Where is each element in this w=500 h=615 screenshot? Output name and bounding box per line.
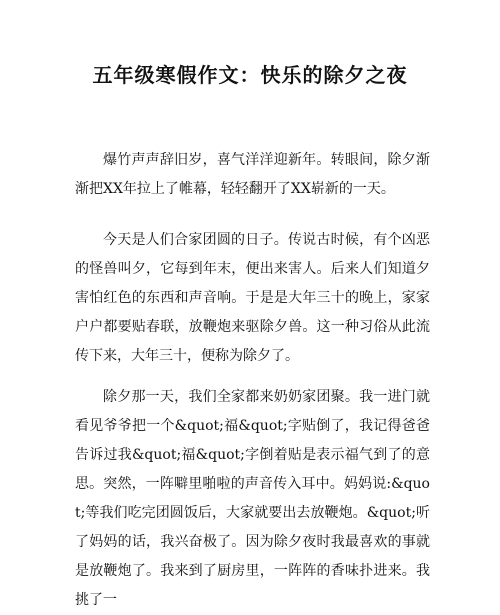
paragraph-3: 除夕那一天，我们全家都来奶奶家团聚。我一进门就看见爷爷把一个&quot;福&quot;字贴倒了，我记得爸爸告诉过我&quot;福&quot;字倒着贴是表示福气到了的意思。突然，一阵噼里啪啦的声音传入耳中。妈妈说:&quot;等我们吃完团圆饭后，大家就要出去放鞭炮。&quot;听了妈妈的话，我兴奋极了。因为除夕夜时我最喜欢的事就是放鞭炮了。我来到了厨房里，一阵阵的香味扑进来。我挑了一	[75, 389, 430, 608]
document-title: 五年级寒假作文：快乐的除夕之夜	[92, 63, 408, 87]
paragraph-2: 今天是人们合家团圆的日子。传说古时候，有个凶恶的怪兽叫夕，它每到年末，便出来害人。后来人们知道夕害怕红色的东西和声音响。于是是大年三十的晚上，家家户户都要贴春联，放鞭炮来驱除夕兽。这一种习俗从此流传下来，大年三十，便称为除夕了。	[75, 232, 430, 364]
paragraph-1: 爆竹声声辞旧岁，喜气洋洋迎新年。转眼间，除夕渐渐把XX年拉上了帷幕，轻轻翻开了XX崭新的一天。	[75, 152, 430, 197]
